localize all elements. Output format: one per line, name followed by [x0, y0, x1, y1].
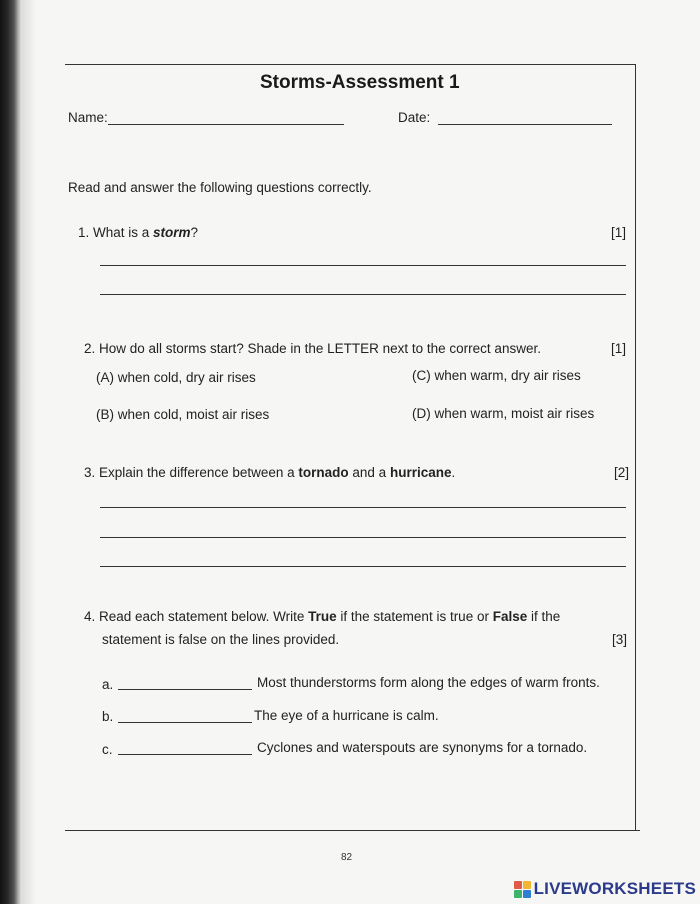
- question-3-marks: [2]: [614, 465, 630, 480]
- q4-item-c-statement: Cyclones and waterspouts are synonyms for a tornado.: [257, 740, 588, 755]
- logo-square-4-icon: [523, 890, 531, 898]
- binding-shadow: [22, 0, 36, 904]
- book-binding: [0, 0, 22, 904]
- liveworksheets-logo-icon: [514, 881, 531, 898]
- q2-option-c[interactable]: (C) when warm, dry air rises: [412, 368, 581, 383]
- question-1: 1. What is a storm?: [78, 225, 199, 240]
- question-4-marks: [3]: [612, 632, 628, 647]
- worksheet-title: Storms-Assessment 1: [260, 72, 460, 93]
- q4-item-b-statement: The eye of a hurricane is calm.: [254, 708, 439, 723]
- name-input-line[interactable]: [108, 124, 344, 125]
- q2-option-a[interactable]: (A) when cold, dry air rises: [96, 370, 256, 385]
- q1-answer-line-2[interactable]: [100, 294, 626, 295]
- q4-item-a-letter: a.: [102, 677, 114, 692]
- q4-item-b-answer-line[interactable]: [118, 722, 252, 723]
- q2-option-d[interactable]: (D) when warm, moist air rises: [412, 406, 595, 421]
- q4-item-a-statement: Most thunderstorms form along the edges of warm fronts.: [257, 675, 600, 690]
- question-2-marks: [1]: [611, 341, 627, 356]
- name-label: Name:: [68, 110, 108, 125]
- question-2: 2. How do all storms start? Shade in the LETTER next to the correct answer.: [84, 341, 541, 356]
- question-3: 3. Explain the difference between a tornado and a hurricane.: [84, 465, 456, 480]
- instructions: Read and answer the following questions correctly.: [68, 180, 372, 195]
- liveworksheets-logo[interactable]: [514, 878, 696, 900]
- q1-answer-line-1[interactable]: [100, 265, 626, 266]
- q3-answer-line-2[interactable]: [100, 537, 626, 538]
- q3-answer-line-3[interactable]: [100, 566, 626, 567]
- logo-square-1-icon: [514, 881, 522, 889]
- liveworksheets-logo-text: LIVEWORKSHEETS: [533, 879, 696, 898]
- q4-item-b-letter: b.: [102, 709, 114, 724]
- bottom-rule: [65, 830, 640, 831]
- date-label: Date:: [398, 110, 431, 125]
- date-input-line[interactable]: [438, 124, 612, 125]
- q4-item-c-answer-line[interactable]: [118, 754, 252, 755]
- q2-option-b[interactable]: (B) when cold, moist air rises: [96, 407, 270, 422]
- question-4-line-1: 4. Read each statement below. Write True if the statement is true or False if the: [84, 609, 561, 624]
- q4-item-a-answer-line[interactable]: [118, 689, 252, 690]
- q4-item-c-letter: c.: [102, 742, 113, 757]
- question-4-line-2: statement is false on the lines provided.: [102, 632, 340, 647]
- logo-square-2-icon: [523, 881, 531, 889]
- page-number: 82: [341, 852, 353, 863]
- q3-answer-line-1[interactable]: [100, 507, 626, 508]
- question-1-marks: [1]: [611, 225, 627, 240]
- logo-square-3-icon: [514, 890, 522, 898]
